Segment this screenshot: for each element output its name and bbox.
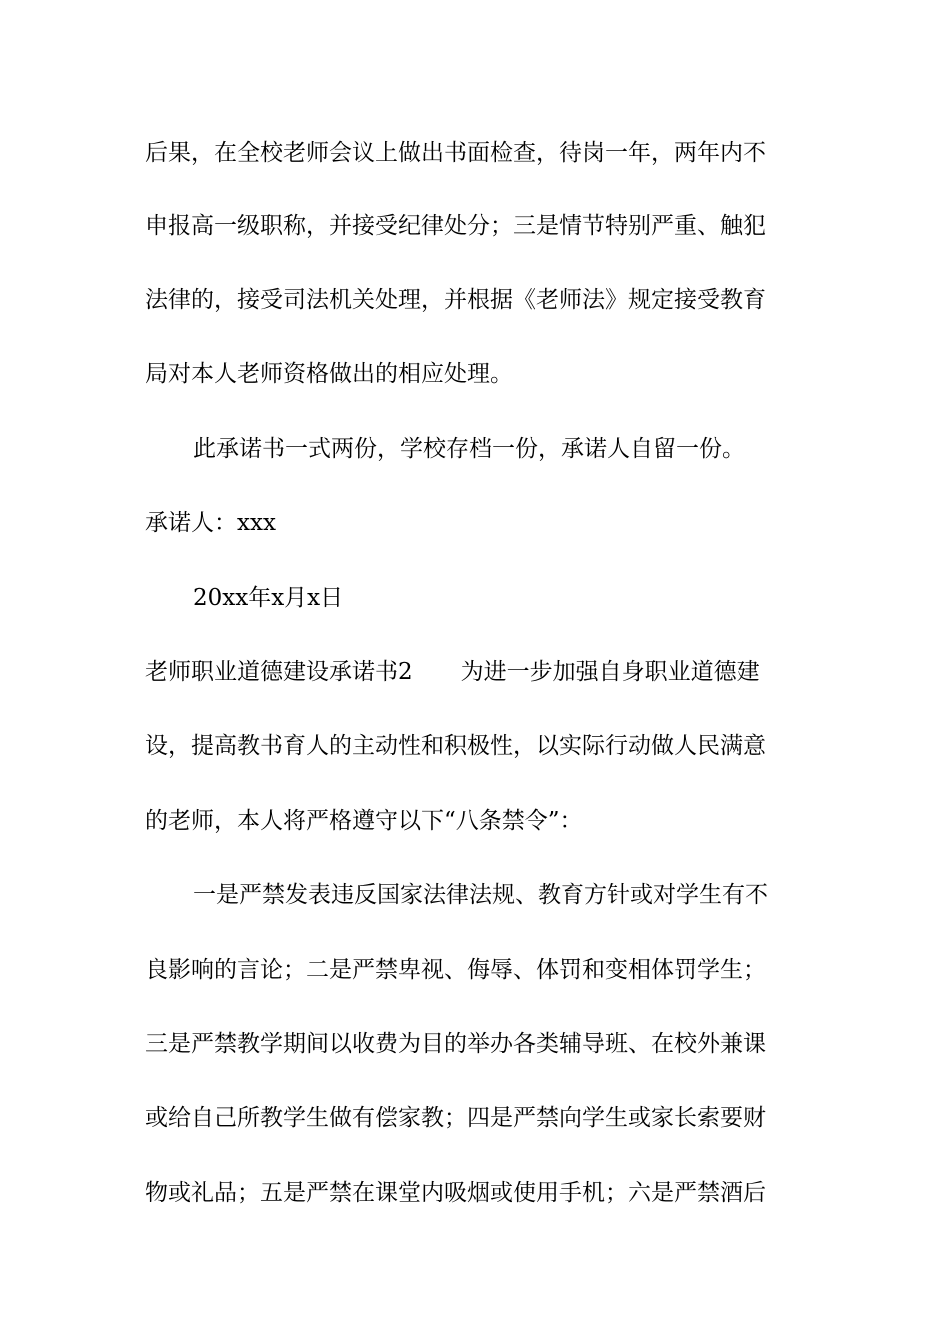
text-line: 设，提高教书育人的主动性和积极性，以实际行动做人民满意 xyxy=(145,733,766,759)
text-line: 一是严禁发表违反国家法律法规、教育方针或对学生有不 xyxy=(193,882,768,908)
text-line: 后果，在全校老师会议上做出书面检查，待岗一年，两年内不 xyxy=(145,140,766,166)
date-line: 20xx年x月x日 xyxy=(193,585,344,611)
text-line: 良影响的言论；二是严禁卑视、侮辱、体罚和变相体罚学生； xyxy=(145,957,766,983)
section-title: 老师职业道德建设承诺书2 xyxy=(145,659,413,685)
text-line: 的老师，本人将严格遵守以下“八条禁令”： xyxy=(145,808,583,834)
text-line: 法律的，接受司法机关处理，并根据《老师法》规定接受教育 xyxy=(145,287,766,313)
text-line: 申报高一级职称，并接受纪律处分；三是情节特别严重、触犯 xyxy=(145,213,766,239)
section-intro: 为进一步加强自身职业道德建 xyxy=(460,659,760,685)
section-heading-line xyxy=(145,657,815,687)
copies-statement: 此承诺书一式两份，学校存档一份，承诺人自留一份。 xyxy=(193,436,745,462)
text-line: 物或礼品；五是严禁在课堂内吸烟或使用手机；六是严禁酒后 xyxy=(145,1180,766,1206)
text-line: 三是严禁教学期间以收费为目的举办各类辅导班、在校外兼课 xyxy=(145,1031,766,1057)
text-line: 或给自己所教学生做有偿家教；四是严禁向学生或家长索要财 xyxy=(145,1105,766,1131)
text-line: 局对本人老师资格做出的相应处理。 xyxy=(145,361,513,387)
signatory-line: 承诺人：xxx xyxy=(145,510,276,536)
